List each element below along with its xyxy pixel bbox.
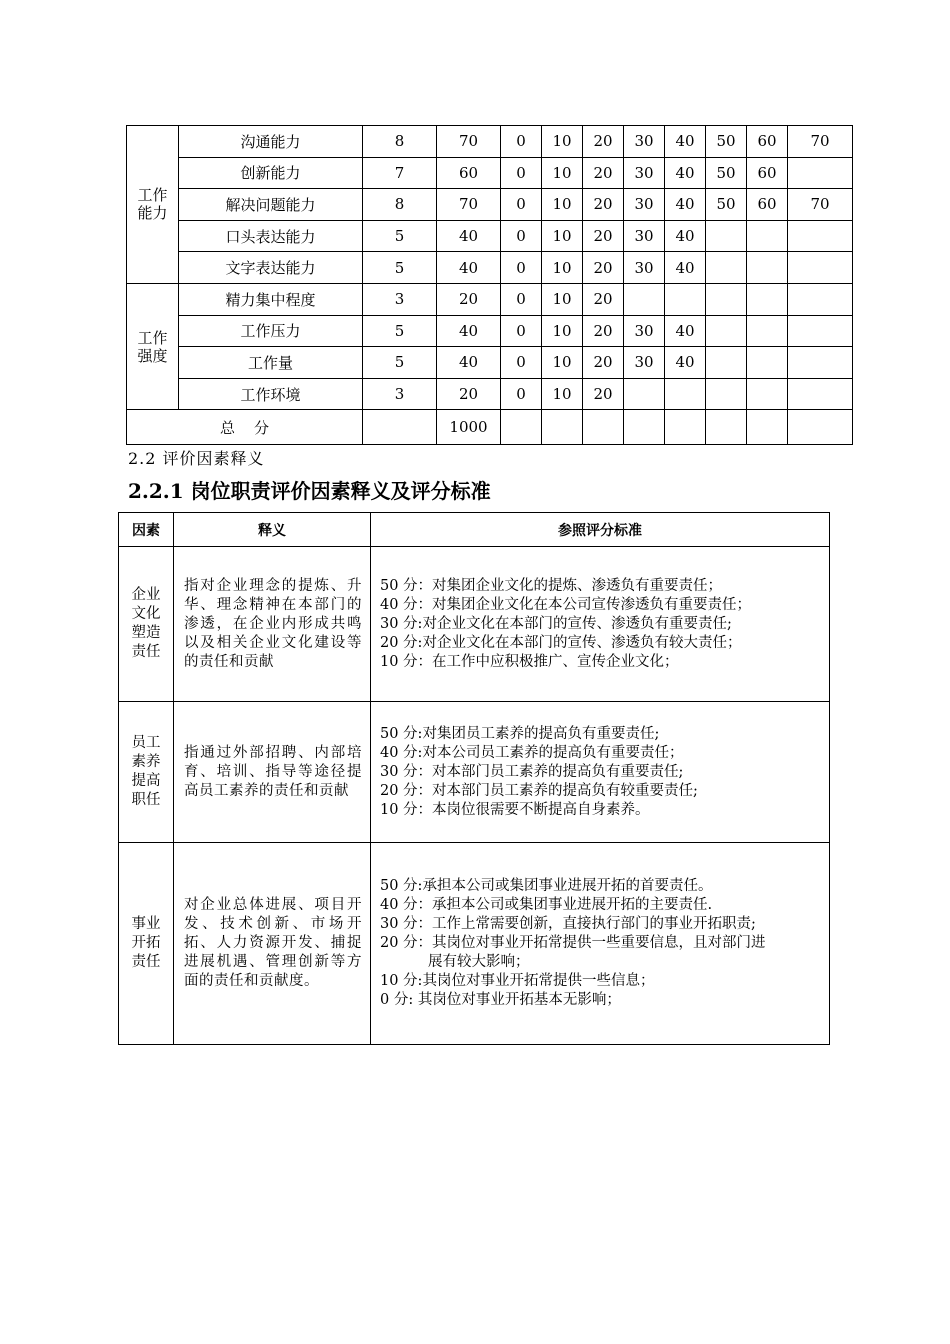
max-score-cell: 70 <box>437 189 501 221</box>
criteria-line: 30 分：对本部门员工素养的提高负有重要责任; <box>380 763 684 780</box>
level-cell: 20 <box>583 252 624 284</box>
meaning-cell: 对企业总体进展、项目开发、技术创新、市场开拓、人力资源开发、捕捉进展机遇、管理创新等方面的责任和贡献度。 <box>174 843 371 1045</box>
score-row <box>127 220 853 252</box>
total-level-cell <box>706 410 747 445</box>
criteria-line: 40 分：对集团企业文化在本公司宣传渗透负有重要责任； <box>380 596 752 613</box>
weight-cell: 3 <box>363 283 437 315</box>
level-cell: 0 <box>501 315 542 347</box>
score-row <box>127 157 853 189</box>
level-cell <box>747 252 788 284</box>
score-row <box>127 378 853 410</box>
criteria-line: 30 分：工作上常需要创新，直接执行部门的事业开拓职责; <box>380 916 756 932</box>
level-cell: 20 <box>583 315 624 347</box>
level-cell <box>747 315 788 347</box>
criteria-line: 50 分：对集团企业文化的提炼、渗透负有重要责任； <box>380 577 723 594</box>
group-label: 工作能力 <box>127 126 179 284</box>
level-cell <box>624 378 665 410</box>
max-score-cell: 70 <box>437 126 501 158</box>
level-cell: 70 <box>788 126 853 158</box>
level-cell: 30 <box>624 157 665 189</box>
level-cell: 0 <box>501 189 542 221</box>
level-cell <box>788 283 853 315</box>
score-row <box>127 252 853 284</box>
factor-cell: 企业文化塑造责任 <box>119 547 174 702</box>
level-cell: 0 <box>501 157 542 189</box>
item-cell: 口头表达能力 <box>179 220 363 252</box>
criteria-line: 30 分:对企业文化在本部门的宣传、渗透负有重要责任; <box>380 615 732 632</box>
header-factor: 因素 <box>119 513 174 547</box>
level-cell: 20 <box>583 189 624 221</box>
item-cell: 工作压力 <box>179 315 363 347</box>
item-cell: 解决问题能力 <box>179 189 363 221</box>
level-cell: 50 <box>706 126 747 158</box>
total-level-cell <box>788 410 853 445</box>
criteria-line: 40 分:对本公司员工素养的提高负有重要责任； <box>380 744 684 761</box>
criteria-line: 10 分:其岗位对事业开拓常提供一些信息； <box>380 973 655 989</box>
score-table <box>126 125 853 445</box>
level-cell: 60 <box>747 189 788 221</box>
weight-cell: 5 <box>363 315 437 347</box>
level-cell <box>788 347 853 379</box>
criteria-line: 20 分:对企业文化在本部门的宣传、渗透负有较大责任； <box>380 634 742 651</box>
level-cell: 60 <box>747 126 788 158</box>
level-cell: 20 <box>583 220 624 252</box>
level-cell: 40 <box>665 126 706 158</box>
weight-cell: 5 <box>363 347 437 379</box>
criteria-line: 展有较大影响； <box>428 954 530 970</box>
level-cell <box>788 220 853 252</box>
score-row <box>127 126 853 158</box>
level-cell: 10 <box>542 252 583 284</box>
level-cell <box>706 347 747 379</box>
item-cell: 工作量 <box>179 347 363 379</box>
criteria-line: 0 分: 其岗位对事业开拓基本无影响； <box>380 992 621 1008</box>
group-label: 工作强度 <box>127 283 179 409</box>
score-row <box>127 283 853 315</box>
level-cell: 0 <box>501 220 542 252</box>
header-meaning: 释义 <box>174 513 371 547</box>
criteria-line: 50 分:对集团员工素养的提高负有重要责任; <box>380 725 660 742</box>
criteria-line: 50 分:承担本公司或集团事业进展开拓的首要责任。 <box>380 878 713 894</box>
max-score-cell: 40 <box>437 252 501 284</box>
factor-table <box>118 512 830 1045</box>
weight-cell: 5 <box>363 252 437 284</box>
item-cell: 精力集中程度 <box>179 283 363 315</box>
level-cell <box>788 252 853 284</box>
level-cell <box>706 378 747 410</box>
criteria-line: 10 分：在工作中应积极推广、宣传企业文化； <box>380 653 679 670</box>
criteria-line: 20 分：对本部门员工素养的提高负有较重要责任; <box>380 782 698 799</box>
level-cell: 50 <box>706 189 747 221</box>
level-cell <box>788 315 853 347</box>
meaning-cell: 指通过外部招聘、内部培育、培训、指导等途径提高员工素养的责任和贡献 <box>174 702 371 843</box>
level-cell <box>706 283 747 315</box>
factor-cell: 事业开拓责任 <box>119 843 174 1045</box>
factor-table-header-row <box>119 513 830 547</box>
total-level-cell <box>583 410 624 445</box>
criteria-line: 20 分：其岗位对事业开拓常提供一些重要信息，且对部门进 <box>380 935 766 951</box>
header-criteria: 参照评分标准 <box>371 513 830 547</box>
max-score-cell: 40 <box>437 315 501 347</box>
max-score-cell: 20 <box>437 378 501 410</box>
level-cell: 30 <box>624 189 665 221</box>
criteria-line: 10 分：本岗位很需要不断提高自身素养。 <box>380 801 650 818</box>
total-label: 总 分 <box>127 410 363 445</box>
level-cell <box>788 157 853 189</box>
level-cell: 10 <box>542 126 583 158</box>
item-cell: 工作环境 <box>179 378 363 410</box>
level-cell: 30 <box>624 315 665 347</box>
criteria-line: 40 分：承担本公司或集团事业进展开拓的主要责任. <box>380 897 713 913</box>
max-score-cell: 40 <box>437 347 501 379</box>
level-cell <box>747 220 788 252</box>
weight-cell: 7 <box>363 157 437 189</box>
level-cell: 0 <box>501 252 542 284</box>
item-cell: 创新能力 <box>179 157 363 189</box>
level-cell: 60 <box>747 157 788 189</box>
level-cell: 40 <box>665 189 706 221</box>
level-cell: 0 <box>501 126 542 158</box>
level-cell <box>706 220 747 252</box>
max-score-cell: 20 <box>437 283 501 315</box>
level-cell <box>665 378 706 410</box>
level-cell <box>747 347 788 379</box>
factor-row <box>119 702 830 843</box>
level-cell: 10 <box>542 315 583 347</box>
level-cell: 20 <box>583 283 624 315</box>
factor-row <box>119 843 830 1045</box>
level-cell: 10 <box>542 220 583 252</box>
weight-cell: 3 <box>363 378 437 410</box>
criteria-cell <box>371 702 830 843</box>
level-cell: 0 <box>501 283 542 315</box>
total-level-cell <box>665 410 706 445</box>
total-level-cell <box>542 410 583 445</box>
factor-cell: 员工素养提高职任 <box>119 702 174 843</box>
level-cell <box>788 378 853 410</box>
item-cell: 文字表达能力 <box>179 252 363 284</box>
level-cell: 50 <box>706 157 747 189</box>
level-cell: 70 <box>788 189 853 221</box>
level-cell: 10 <box>542 347 583 379</box>
weight-cell: 8 <box>363 126 437 158</box>
level-cell: 10 <box>542 378 583 410</box>
total-value: 1000 <box>437 410 501 445</box>
level-cell: 40 <box>665 220 706 252</box>
meaning-cell: 指对企业理念的提炼、升华、理念精神在本部门的渗透，在企业内形成共鸣以及相关企业文化建设等的责任和贡献 <box>174 547 371 702</box>
section-heading: 2.2 评价因素释义 <box>128 449 265 468</box>
factor-row <box>119 547 830 702</box>
item-cell: 沟通能力 <box>179 126 363 158</box>
level-cell: 30 <box>624 347 665 379</box>
weight-cell: 8 <box>363 189 437 221</box>
level-cell: 20 <box>583 347 624 379</box>
max-score-cell: 40 <box>437 220 501 252</box>
level-cell: 10 <box>542 157 583 189</box>
level-cell: 0 <box>501 347 542 379</box>
total-row <box>127 410 853 445</box>
weight-cell: 5 <box>363 220 437 252</box>
level-cell: 30 <box>624 252 665 284</box>
level-cell <box>624 283 665 315</box>
level-cell <box>665 283 706 315</box>
total-level-cell <box>747 410 788 445</box>
criteria-cell <box>371 843 830 1045</box>
level-cell <box>706 315 747 347</box>
level-cell <box>706 252 747 284</box>
score-table-body <box>127 126 853 445</box>
total-weight-cell <box>363 410 437 445</box>
level-cell: 40 <box>665 315 706 347</box>
score-row <box>127 347 853 379</box>
level-cell: 20 <box>583 157 624 189</box>
level-cell: 10 <box>542 189 583 221</box>
score-row <box>127 189 853 221</box>
sub-heading: 2.2.1 岗位职责评价因素释义及评分标准 <box>128 479 491 503</box>
level-cell: 40 <box>665 157 706 189</box>
level-cell: 0 <box>501 378 542 410</box>
total-level-cell <box>624 410 665 445</box>
level-cell <box>747 378 788 410</box>
level-cell: 20 <box>583 378 624 410</box>
criteria-cell <box>371 547 830 702</box>
score-row <box>127 315 853 347</box>
total-level-cell <box>501 410 542 445</box>
level-cell: 10 <box>542 283 583 315</box>
level-cell: 30 <box>624 220 665 252</box>
level-cell: 40 <box>665 252 706 284</box>
level-cell: 20 <box>583 126 624 158</box>
level-cell: 30 <box>624 126 665 158</box>
max-score-cell: 60 <box>437 157 501 189</box>
level-cell <box>747 283 788 315</box>
level-cell: 40 <box>665 347 706 379</box>
